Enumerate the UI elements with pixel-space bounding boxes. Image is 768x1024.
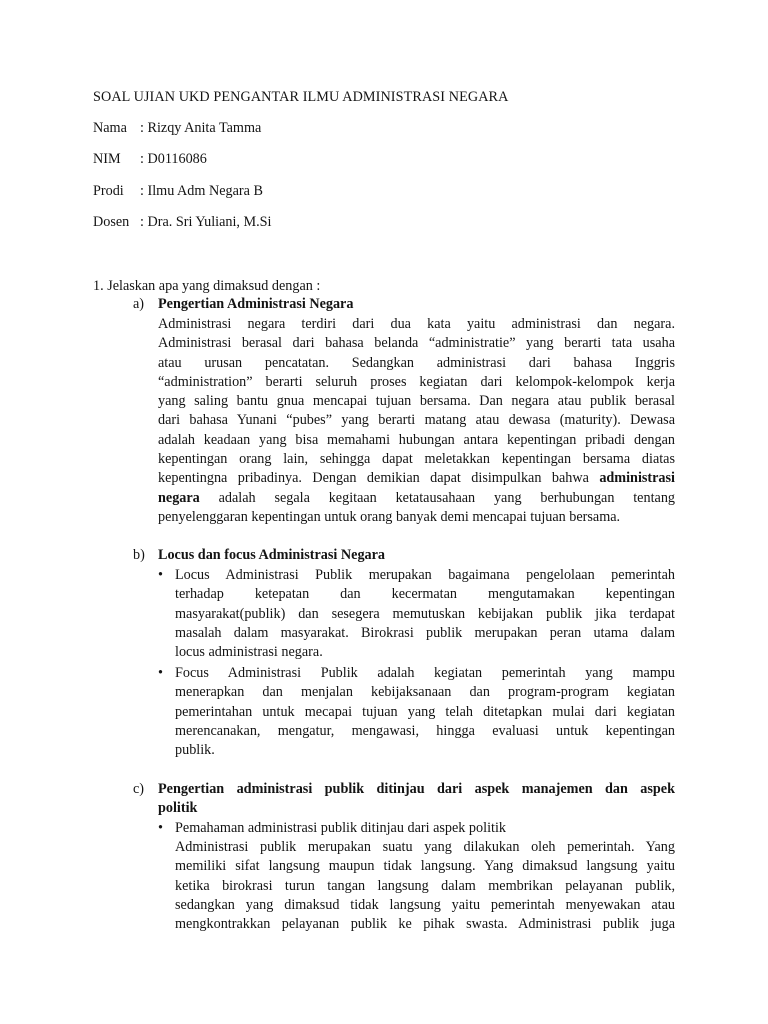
paragraph-line: locus administrasi negara.: [175, 644, 323, 661]
paragraph-line: terhadap ketepatan dan kecermatan mengutamakan kepentingan: [175, 586, 675, 603]
info-value: : D0116086: [140, 151, 207, 167]
paragraph-line: adalah keadaan yang bisa memahami hubungan antara kepentingan pribadi dengan: [158, 431, 675, 448]
paragraph-line: masalah dalam masyarakat. Birokrasi publik merupakan peran utama dalam: [175, 624, 675, 641]
info-label: Nama: [93, 120, 127, 136]
paragraph-text: kepentingna pribadinya. Dengan demikian dapat disimpulkan bahwa: [158, 470, 589, 487]
info-label: NIM: [93, 151, 121, 167]
paragraph-line: pemerintahan untuk mecapai tujuan yang telah ditetapkan mulai dari kegiatan: [175, 703, 675, 720]
paragraph-line: Locus Administrasi Publik merupakan bagaimana pengelolaan pemerintah: [175, 567, 675, 583]
paragraph-line: Administrasi berasal dari bahasa belanda “administratie” yang berarti tata usaha: [158, 335, 675, 352]
info-row-nama: [93, 119, 261, 138]
bullet-icon: •: [158, 567, 163, 583]
section-c-title: [158, 780, 675, 819]
info-label: Dosen: [93, 214, 130, 230]
paragraph-line: atau urusan pencatatan. Sedangkan administrasi dari bahasa Inggris: [158, 354, 675, 371]
section-title-line: politik: [158, 800, 198, 817]
paragraph-line: Administrasi negara terdiri dari dua kata yaitu administrasi dan negara.: [158, 316, 675, 332]
info-row-nim: [93, 150, 207, 169]
info-value: : Rizqy Anita Tamma: [140, 120, 262, 136]
paragraph-line: merencanakan, mengatur, mengawasi, hingga evaluasi untuk kepentingan: [175, 722, 675, 739]
paragraph-line: menerapkan dan menjalan kebijaksanaan dan program-program kegiatan: [175, 684, 675, 701]
paragraph-line: publik.: [175, 742, 215, 759]
paragraph-line: dari bahasa Yunani “pubes” yang berarti matang atau dewasa (maturity). Dewasa: [158, 412, 675, 429]
section-c-paragraph: [175, 838, 675, 934]
info-value: : Ilmu Adm Negara B: [140, 183, 263, 199]
paragraph-line: Administrasi publik merupakan suatu yang dilakukan oleh pemerintah. Yang: [175, 839, 675, 855]
paragraph-line: Focus Administrasi Publik adalah kegiatan pemerintah yang mampu: [175, 665, 675, 681]
paragraph-line: kepentingan orang lain, sehingga dapat meletakkan kepentingan bersama diatas: [158, 451, 675, 468]
paragraph-line: mengkontrakkan pelayanan publik ke pihak swasta. Administrasi publik juga: [175, 916, 675, 933]
paragraph-line: “administration” berarti seluruh proses kegiatan dari kelompok-kelompok kerja: [158, 373, 675, 390]
paragraph-line: sedangkan yang dimaksud tidak langsung yaitu pemerintah menyewakan atau: [175, 896, 675, 913]
bullet-icon: •: [158, 820, 163, 836]
section-a-title: Pengertian Administrasi Negara: [158, 296, 354, 312]
bullet-heading: Pemahaman administrasi publik ditinjau dari aspek politik: [175, 820, 506, 836]
section-b-letter: b): [133, 547, 145, 563]
bullet-locus: [175, 566, 675, 662]
paragraph-line: ketika birokrasi turun tangan langsung dalam membrikan pelayanan publik,: [175, 877, 675, 894]
paragraph-line: memiliki sifat langsung maupun tidak langsung. Yang dimaksud langsung yaitu: [175, 858, 675, 875]
paragraph-line: penyelenggaran kepentingan untuk orang banyak demi mencapai tujuan bersama.: [158, 508, 621, 525]
paragraph-line: [158, 469, 675, 488]
section-c-letter: c): [133, 781, 145, 797]
info-value: : Dra. Sri Yuliani, M.Si: [140, 214, 272, 230]
paragraph-line: masyarakat(publik) dan sesegera memutuskan kebijakan publik jika terdapat: [175, 605, 675, 622]
info-row-dosen: [93, 213, 272, 232]
bold-term: administrasi: [599, 470, 675, 487]
document-title: SOAL UJIAN UKD PENGANTAR ILMU ADMINISTRASI NEGARA: [93, 89, 509, 105]
info-row-prodi: [93, 182, 263, 201]
bullet-focus: [175, 664, 675, 760]
section-title-line: Pengertian administrasi publik ditinjau dari aspek manajemen dan aspek: [158, 781, 675, 797]
section-a-letter: a): [133, 296, 145, 312]
info-label: Prodi: [93, 183, 124, 199]
paragraph-text: adalah segala kegitaan ketatausahaan yang berhubungan tentang: [218, 489, 676, 506]
bold-term: negara: [158, 489, 200, 506]
paragraph-line: [158, 489, 675, 508]
section-a-paragraph: [158, 315, 675, 527]
bullet-icon: •: [158, 665, 163, 681]
paragraph-line: yang saling bantu gnua mencapai tujuan bersama. Dan negara atau publik berasal: [158, 393, 675, 410]
question-1: 1. Jelaskan apa yang dimaksud dengan :: [93, 278, 321, 294]
section-b-title: Locus dan focus Administrasi Negara: [158, 547, 386, 563]
